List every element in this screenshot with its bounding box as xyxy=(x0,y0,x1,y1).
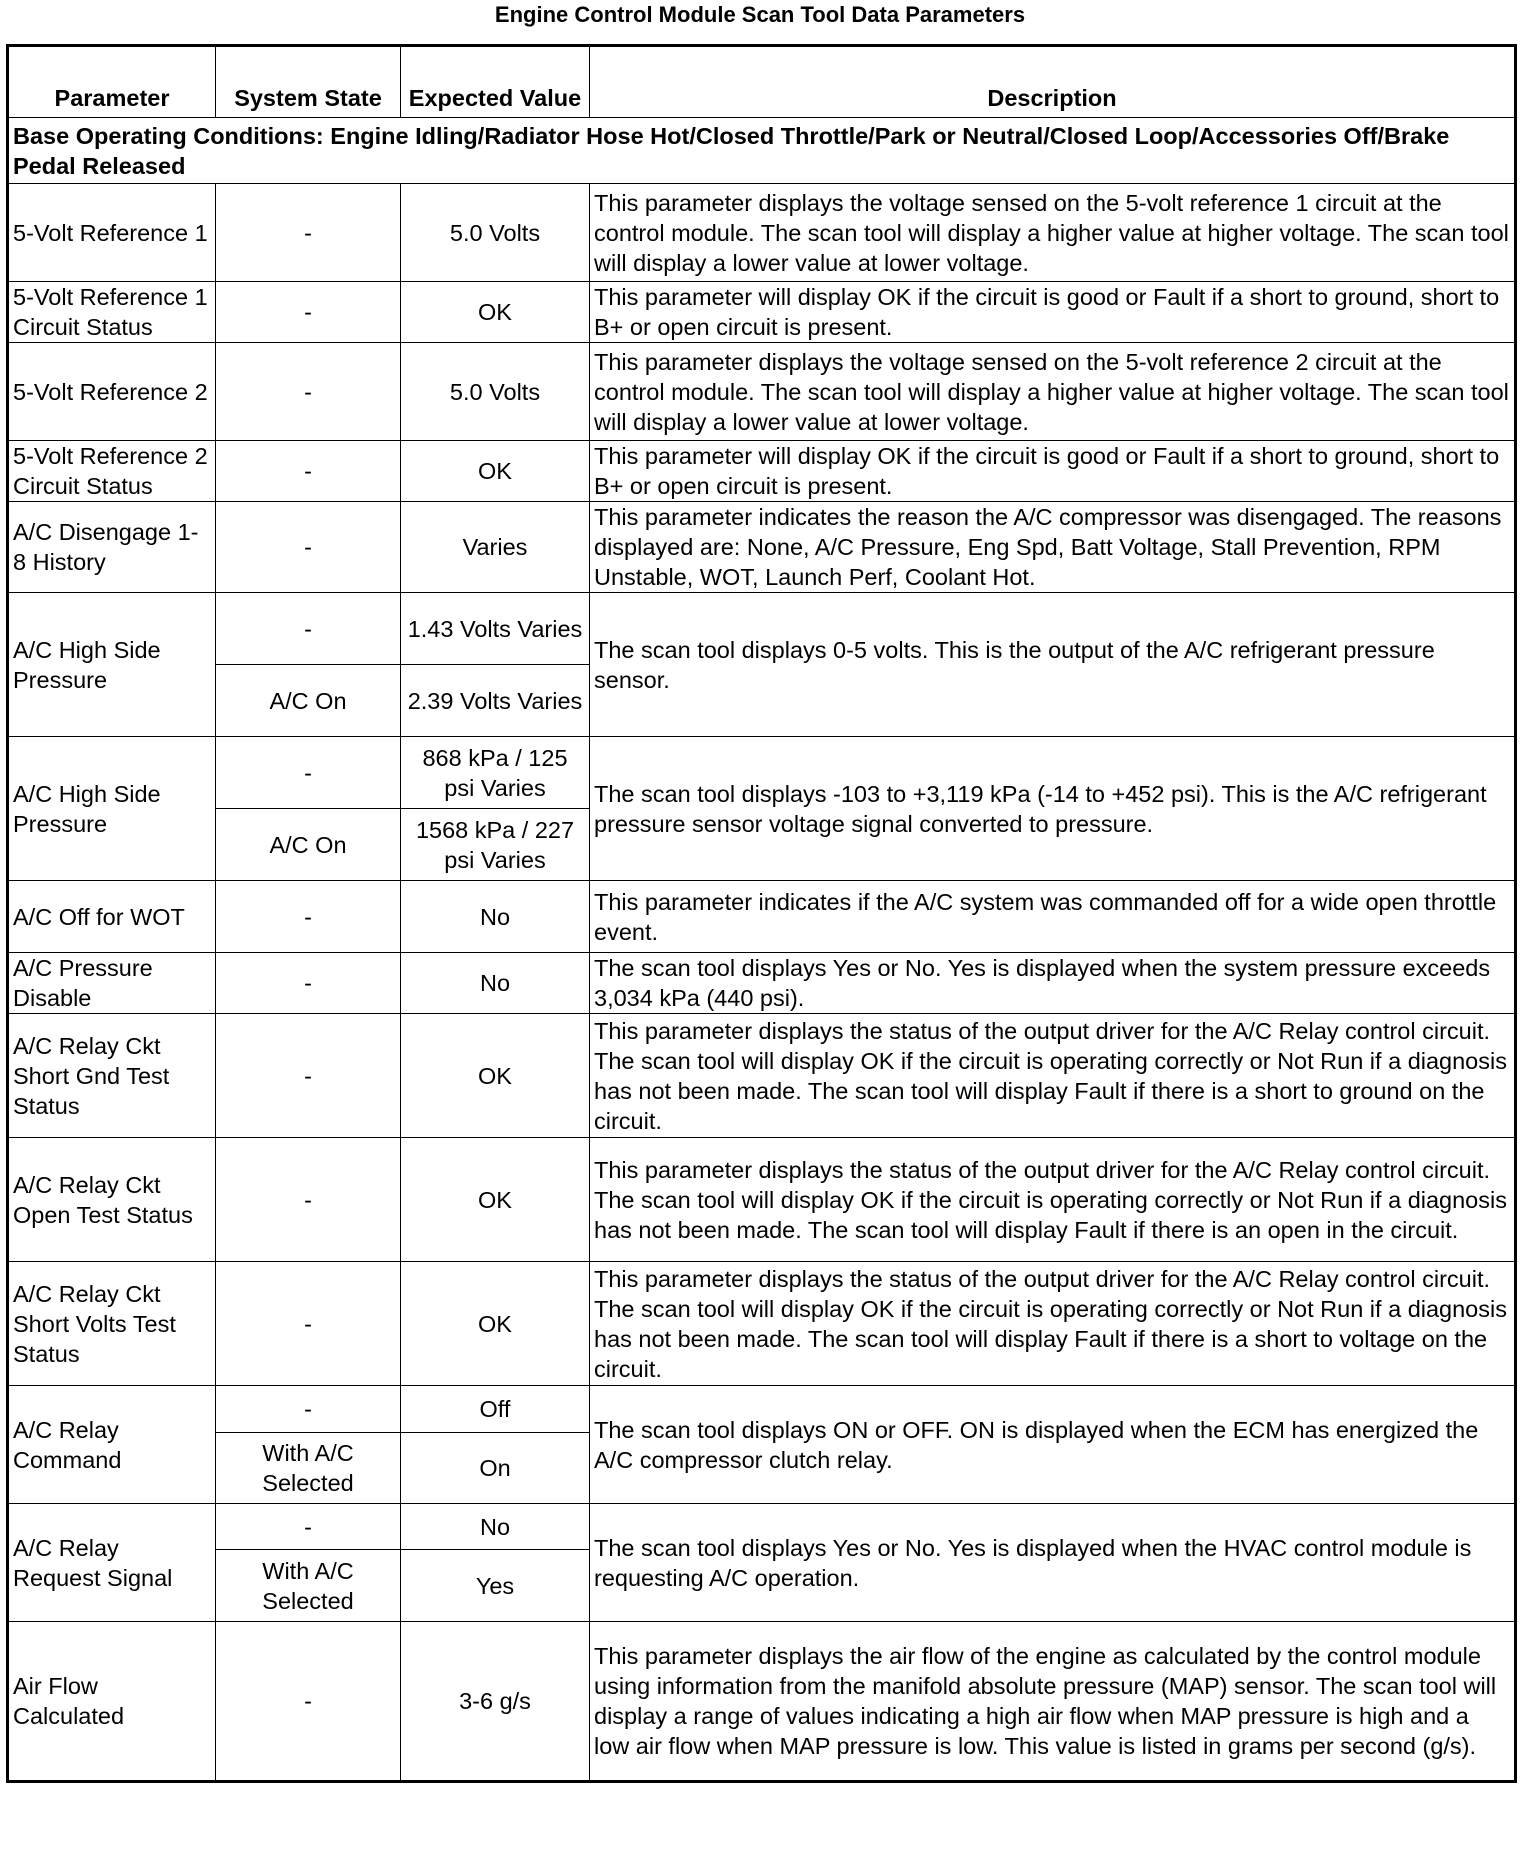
table-row xyxy=(8,1138,1516,1262)
conditions-row xyxy=(8,118,1516,184)
description-cell: This parameter indicates the reason the A/C compressor was disengaged. The reasons displayed are: None, A/C Pressure, Eng Spd, Batt Voltage, Stall Prevention, RPM Unstable, WOT, Launch Perf, Coolant Hot. xyxy=(590,502,1516,593)
system-state-cell: - xyxy=(216,1386,401,1433)
system-state-cell: - xyxy=(216,953,401,1014)
table-row xyxy=(8,1504,1516,1550)
description-cell: This parameter displays the status of the output driver for the A/C Relay control circuit. The scan tool will display OK if the circuit is operating correctly or Not Run if a diagnosis has not been made. The scan tool will display Fault if there is a short to ground on the circuit. xyxy=(590,1014,1516,1138)
expected-value-cell: OK xyxy=(401,441,590,502)
table-row xyxy=(8,441,1516,502)
expected-value-cell: 868 kPa / 125 psi Varies xyxy=(401,737,590,809)
table-row xyxy=(8,184,1516,282)
expected-value-cell: 1568 kPa / 227 psi Varies xyxy=(401,809,590,881)
header-parameter: Parameter xyxy=(8,46,216,118)
description-cell: This parameter will display OK if the circuit is good or Fault if a short to ground, short to B+ or open circuit is present. xyxy=(590,441,1516,502)
system-state-cell: - xyxy=(216,737,401,809)
description-cell: This parameter displays the voltage sensed on the 5-volt reference 2 circuit at the control module. The scan tool will display a higher value at higher voltage. The scan tool will display a lower value at lower voltage. xyxy=(590,343,1516,441)
parameter-cell: A/C Relay Ckt Short Gnd Test Status xyxy=(8,1014,216,1138)
parameter-cell: A/C Pressure Disable xyxy=(8,953,216,1014)
system-state-cell: - xyxy=(216,441,401,502)
parameter-cell: A/C Relay Command xyxy=(8,1386,216,1504)
parameter-cell: 5-Volt Reference 2 xyxy=(8,343,216,441)
description-cell: This parameter will display OK if the circuit is good or Fault if a short to ground, short to B+ or open circuit is present. xyxy=(590,282,1516,343)
base-operating-conditions: Base Operating Conditions: Engine Idling/Radiator Hose Hot/Closed Throttle/Park or Neutral/Closed Loop/Accessories Off/Brake Pedal Released xyxy=(8,118,1516,184)
description-cell: The scan tool displays -103 to +3,119 kPa (-14 to +452 psi). This is the A/C refrigerant pressure sensor voltage signal converted to pressure. xyxy=(590,737,1516,881)
description-cell: This parameter displays the status of the output driver for the A/C Relay control circuit. The scan tool will display OK if the circuit is operating correctly or Not Run if a diagnosis has not been made. The scan tool will display Fault if there is an open in the circuit. xyxy=(590,1138,1516,1262)
description-cell: This parameter displays the air flow of the engine as calculated by the control module using information from the manifold absolute pressure (MAP) sensor. The scan tool will display a range of values indicating a high air flow when MAP pressure is high and a low air flow when MAP pressure is low. This value is listed in grams per second (g/s). xyxy=(590,1622,1516,1782)
parameter-cell: A/C Disengage 1-8 History xyxy=(8,502,216,593)
parameter-cell: 5-Volt Reference 1 xyxy=(8,184,216,282)
parameter-cell: A/C Relay Ckt Open Test Status xyxy=(8,1138,216,1262)
description-cell: The scan tool displays ON or OFF. ON is displayed when the ECM has energized the A/C compressor clutch relay. xyxy=(590,1386,1516,1504)
table-row xyxy=(8,737,1516,809)
table-row xyxy=(8,953,1516,1014)
parameter-cell: A/C High Side Pressure xyxy=(8,593,216,737)
expected-value-cell: Yes xyxy=(401,1550,590,1622)
parameter-cell: 5-Volt Reference 2 Circuit Status xyxy=(8,441,216,502)
table-row xyxy=(8,1014,1516,1138)
table-row xyxy=(8,1386,1516,1433)
system-state-cell: - xyxy=(216,184,401,282)
table-row xyxy=(8,1262,1516,1386)
header-row xyxy=(8,46,1516,118)
system-state-cell: With A/C Selected xyxy=(216,1433,401,1504)
system-state-cell: - xyxy=(216,1504,401,1550)
expected-value-cell: On xyxy=(401,1433,590,1504)
expected-value-cell: No xyxy=(401,881,590,953)
description-cell: The scan tool displays Yes or No. Yes is displayed when the HVAC control module is requesting A/C operation. xyxy=(590,1504,1516,1622)
expected-value-cell: Off xyxy=(401,1386,590,1433)
header-description: Description xyxy=(590,46,1516,118)
system-state-cell: A/C On xyxy=(216,809,401,881)
expected-value-cell: Varies xyxy=(401,502,590,593)
system-state-cell: A/C On xyxy=(216,665,401,737)
table-row xyxy=(8,593,1516,665)
table-row xyxy=(8,1622,1516,1782)
expected-value-cell: OK xyxy=(401,1138,590,1262)
header-expected-value: Expected Value xyxy=(401,46,590,118)
description-cell: This parameter indicates if the A/C system was commanded off for a wide open throttle event. xyxy=(590,881,1516,953)
parameter-cell: 5-Volt Reference 1 Circuit Status xyxy=(8,282,216,343)
table-row xyxy=(8,282,1516,343)
parameters-table xyxy=(6,44,1517,1783)
document-title: Engine Control Module Scan Tool Data Parameters xyxy=(494,2,1026,27)
expected-value-cell: 2.39 Volts Varies xyxy=(401,665,590,737)
system-state-cell: - xyxy=(216,343,401,441)
expected-value-cell: No xyxy=(401,1504,590,1550)
table-row xyxy=(8,502,1516,593)
system-state-cell: - xyxy=(216,1138,401,1262)
system-state-cell: - xyxy=(216,1622,401,1782)
system-state-cell: - xyxy=(216,1014,401,1138)
description-cell: The scan tool displays Yes or No. Yes is displayed when the system pressure exceeds 3,034 kPa (440 psi). xyxy=(590,953,1516,1014)
expected-value-cell: 1.43 Volts Varies xyxy=(401,593,590,665)
expected-value-cell: OK xyxy=(401,1014,590,1138)
parameter-cell: A/C High Side Pressure xyxy=(8,737,216,881)
table-row xyxy=(8,881,1516,953)
system-state-cell: - xyxy=(216,282,401,343)
system-state-cell: - xyxy=(216,593,401,665)
parameter-cell: A/C Relay Ckt Short Volts Test Status xyxy=(8,1262,216,1386)
system-state-cell: - xyxy=(216,502,401,593)
description-cell: The scan tool displays 0-5 volts. This is the output of the A/C refrigerant pressure sensor. xyxy=(590,593,1516,737)
expected-value-cell: No xyxy=(401,953,590,1014)
system-state-cell: - xyxy=(216,881,401,953)
parameter-cell: Air Flow Calculated xyxy=(8,1622,216,1782)
system-state-cell: - xyxy=(216,1262,401,1386)
description-cell: This parameter displays the status of the output driver for the A/C Relay control circuit. The scan tool will display OK if the circuit is operating correctly or Not Run if a diagnosis has not been made. The scan tool will display Fault if there is a short to voltage on the circuit. xyxy=(590,1262,1516,1386)
expected-value-cell: OK xyxy=(401,1262,590,1386)
parameter-cell: A/C Off for WOT xyxy=(8,881,216,953)
expected-value-cell: 5.0 Volts xyxy=(401,184,590,282)
expected-value-cell: 3-6 g/s xyxy=(401,1622,590,1782)
table-row xyxy=(8,343,1516,441)
expected-value-cell: OK xyxy=(401,282,590,343)
header-system-state: System State xyxy=(216,46,401,118)
parameter-cell: A/C Relay Request Signal xyxy=(8,1504,216,1622)
system-state-cell: With A/C Selected xyxy=(216,1550,401,1622)
description-cell: This parameter displays the voltage sensed on the 5-volt reference 1 circuit at the control module. The scan tool will display a higher value at higher voltage. The scan tool will display a lower value at lower voltage. xyxy=(590,184,1516,282)
expected-value-cell: 5.0 Volts xyxy=(401,343,590,441)
